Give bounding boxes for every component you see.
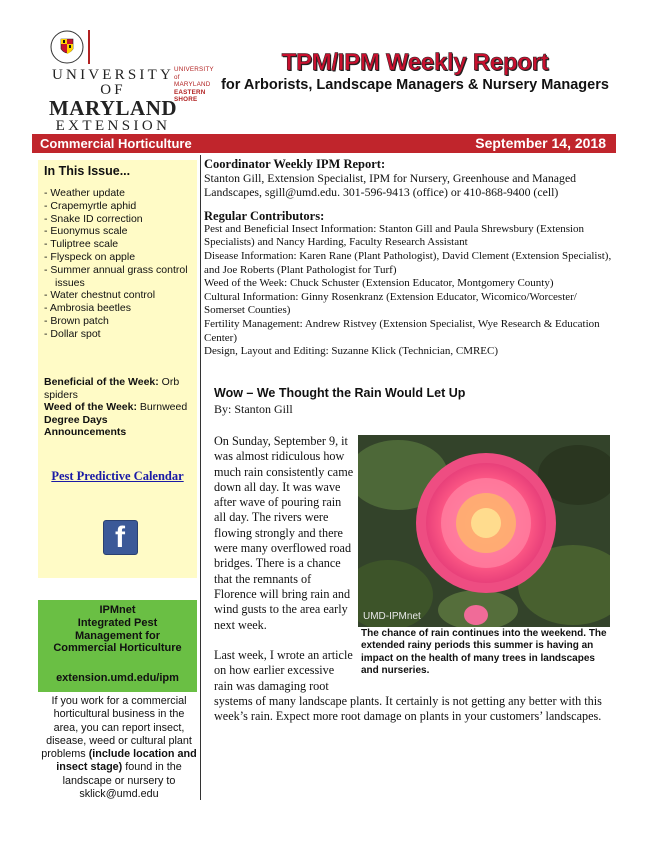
article-paragraph: On Sunday, September 9, it was almost ridiculous how much rain consistently came down all day. It was wave after wave of pouring rain all day. The rivers were flowing strongly and there were many overflowed road bridges. There is a chance that the remnants of Florence will bring rain and wind gusts to the area early next week.	[214, 434, 354, 632]
report-problems-note: If you work for a commercial horticultural business in the area, you can report insect, disease, weed or cultural plant problems (include location and insect stage) found in the landscape or nursery to sklick@umd.edu	[41, 695, 197, 801]
article-byline: By: Stanton Gill	[214, 402, 293, 416]
announcements[interactable]: Announcements	[44, 426, 127, 438]
coordinator-heading: Coordinator Weekly IPM Report:	[204, 157, 386, 171]
contributors-heading: Regular Contributors:	[204, 208, 325, 223]
contributor-line: Design, Layout and Editing: Suzanne Klick (Technician, CMREC)	[204, 345, 499, 358]
photo-caption: The chance of rain continues into the weekend. The extended rainy periods this summer is having an impact on the health of many trees in landscapes and nurseries.	[361, 628, 607, 676]
contributors-block	[204, 157, 614, 359]
issue-item[interactable]: - Euonymus scale	[44, 225, 128, 238]
issue-list	[44, 187, 194, 341]
issue-item[interactable]: - Snake ID correction	[44, 212, 143, 225]
issue-item[interactable]: - Flyspeck on apple	[44, 250, 136, 263]
beneficial-of-week[interactable]: Beneficial of the Week: Orb spiders	[44, 376, 180, 401]
pest-predictive-calendar-link[interactable]: Pest Predictive Calendar	[51, 469, 184, 483]
issue-item[interactable]: - Crapemyrtle aphid	[44, 199, 137, 212]
photo-watermark: UMD-IPMnet	[363, 611, 421, 622]
facebook-icon[interactable]: f	[103, 520, 138, 555]
dahlia-photo	[358, 435, 610, 627]
report-title: TPM/IPM Weekly Report	[281, 49, 549, 76]
umes-logo: UNIVERSITY of MARYLAND EASTERN SHORE	[88, 30, 176, 64]
in-this-issue-heading: In This Issue...	[44, 164, 131, 178]
column-divider	[200, 155, 201, 800]
coordinator-text: Stanton Gill, Extension Specialist, IPM for Nursery, Greenhouse and Managed Landscapes, sgill@umd.edu. 301-596-9413 (office) or 410-868-9400 (cell)	[204, 171, 577, 200]
section-label: Commercial Horticulture	[40, 136, 192, 151]
issue-item[interactable]: - Water chestnut control	[44, 289, 156, 302]
weekly-features	[44, 376, 194, 439]
contributor-line: Pest and Beneficial Insect Information: Stanton Gill and Paula Shrewsbury (Extension Specialists) and Nancy Harding, Faculty Research Assistant	[204, 222, 585, 249]
article-paragraph: Last week, I wrote an article on how earlier excessive rain was damaging root	[214, 648, 353, 693]
umes-logo-divider	[88, 30, 90, 64]
article-title: Wow – We Thought the Rain Would Let Up	[214, 386, 466, 400]
ipmnet-url-link[interactable]: extension.umd.edu/ipm	[56, 672, 179, 684]
report-date: September 14, 2018	[475, 135, 606, 151]
issue-item[interactable]: - Weather update	[44, 187, 125, 199]
extension-wordmark: UNIVERSITY OF MARYLAND EXTENSION	[48, 67, 178, 134]
section-band	[32, 134, 616, 153]
ipmnet-title: IPMnet Integrated Pest Management for Commercial Horticulture	[53, 604, 182, 655]
issue-item[interactable]: - Tuliptree scale	[44, 238, 119, 251]
contributor-line: Disease Information: Karen Rane (Plant Pathologist), David Clement (Extension Specialist), and Joe Roberts (Plant Pathologist for Turf)	[204, 250, 612, 276]
umd-seal-logo	[50, 30, 84, 64]
contributor-line: Fertility Management: Andrew Ristvey (Extension Specialist, Wye Research & Education Center)	[204, 317, 600, 344]
contributor-line: Cultural Information: Ginny Rosenkranz (Extension Educator, Wicomico/Worcester/ Somerset Counties)	[204, 290, 577, 317]
article-paragraph: systems of many landscape plants. It certainly is not getting any better with this week’s rain. Expect more root damage on plants in your customers’ landscapes.	[214, 694, 602, 724]
contributor-line: Weed of the Week: Chuck Schuster (Extension Educator, Montgomery County)	[204, 277, 554, 290]
issue-item[interactable]: - Summer annual grass control issues	[44, 263, 188, 289]
report-subtitle: for Arborists, Landscape Managers & Nursery Managers	[221, 77, 609, 93]
issue-item[interactable]: - Dollar spot	[44, 327, 101, 340]
issue-item[interactable]: - Brown patch	[44, 314, 109, 327]
degree-days[interactable]: Degree Days	[44, 413, 108, 426]
weed-of-week[interactable]: Weed of the Week: Burnweed	[44, 401, 188, 413]
issue-item[interactable]: - Ambrosia beetles	[44, 302, 131, 315]
